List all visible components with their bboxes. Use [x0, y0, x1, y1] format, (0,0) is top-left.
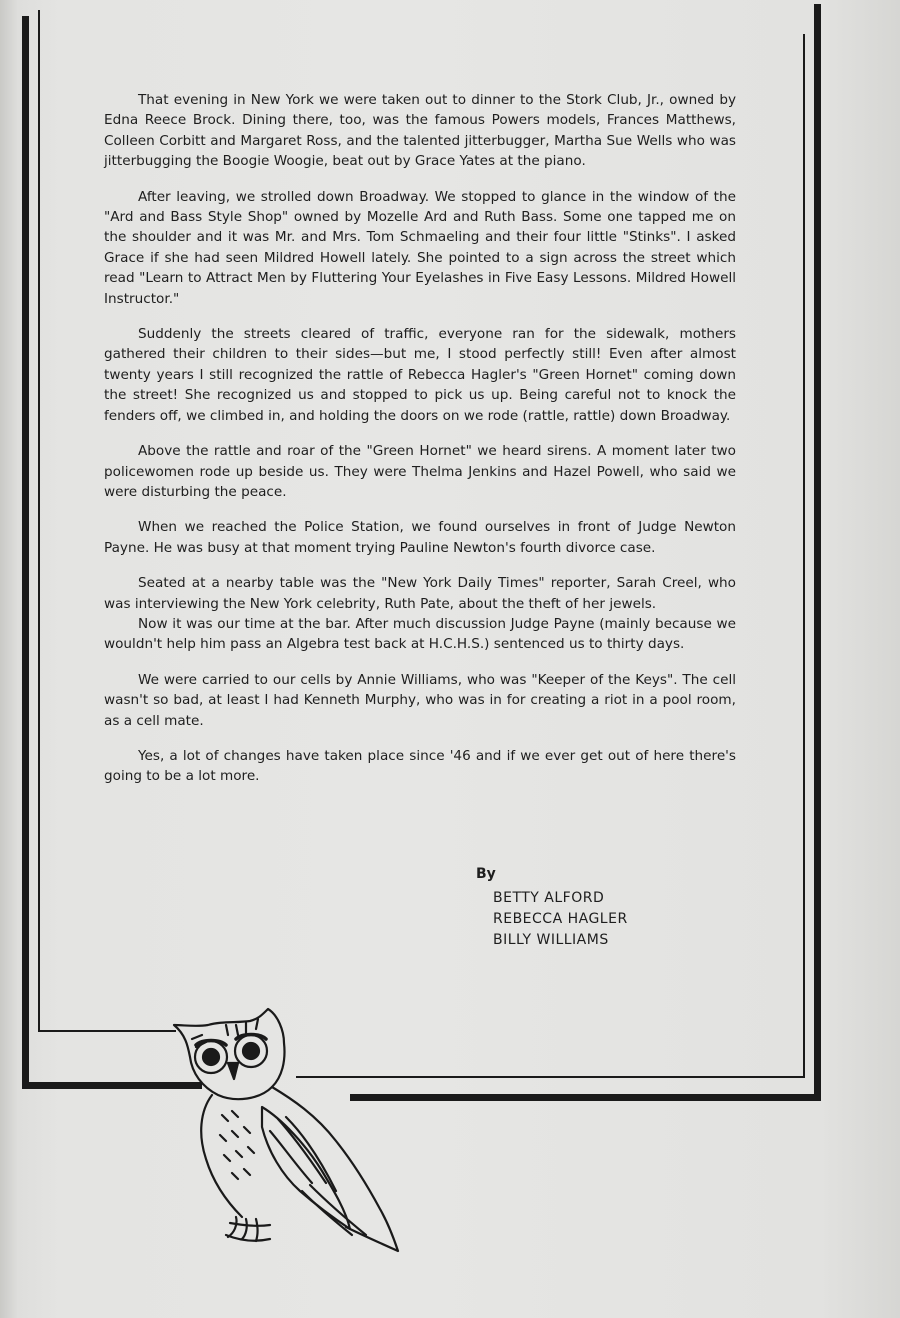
paragraph-green-hornet: Suddenly the streets cleared of traffic, everyone ran for the sidewalk, mothers gathered their children to their sides—but me, I stood perfectly still! Even after almost twenty years I still recognized the rattle of Rebecca Hagler's "Green Hornet" coming down the street! She recognized us and stopped to pick us up. Being careful not to knock the fenders off, we climbed in, and holding the doors on we rode (rattle, rattle) down Broadway. [104, 326, 736, 424]
paragraph-reporter: Seated at a nearby table was the "New York Daily Times" reporter, Sarah Creel, who was interviewing the New York celebrity, Ruth Pate, about the theft of her jewels. [104, 575, 736, 612]
author-name: BILLY WILLIAMS [493, 932, 609, 948]
frame-right-thick-line [814, 4, 821, 1100]
paragraph-broadway: After leaving, we strolled down Broadway. We stopped to glance in the window of the "Ard and Bass Style Shop" owned by Mozelle Ard and Ruth Bass. Some one tapped me on the shoulder and it was Mr. and Mrs. Tom Schmaeling and their four little "Stinks". I asked Grace if she had seen Mildred Howell lately. She pointed to a sign across the street which read "Learn to Attract Men by Fluttering Your Eyelashes in Five Easy Lessons. Mildred Howell Instructor." [104, 188, 736, 307]
frame-left-thick-line [22, 16, 29, 1088]
owl-illustration-icon [166, 995, 406, 1260]
author-name: BETTY ALFORD [493, 890, 605, 906]
byline-label: By [476, 866, 496, 882]
frame-bottom-thick-line-right [350, 1094, 821, 1101]
frame-left-thin-line [38, 10, 40, 1032]
byline [476, 864, 628, 951]
paragraph-cells: We were carried to our cells by Annie Williams, who was "Keeper of the Keys". The cell wasn't so bad, at least I had Kenneth Murphy, who was in for creating a riot in a pool room, as a cell mate. [104, 671, 736, 729]
paragraph-stork-club: That evening in New York we were taken out to dinner to the Stork Club, Jr., owned by Edna Reece Brock. Dining there, too, was the famous Powers models, Frances Matthews, Colleen Corbitt and Margaret Ross, and the talented jitterbugger, Martha Sue Wells who was jitterbugging the Boogie Woogie, beat out by Grace Yates at the piano. [104, 92, 736, 170]
story-text [104, 90, 736, 802]
paragraph-sirens: Above the rattle and roar of the "Green Hornet" we heard sirens. A moment later two policewomen rode up beside us. They were Thelma Jenkins and Hazel Powell, who said we were disturbing the peace. [104, 443, 736, 500]
paragraph-police-station: When we reached the Police Station, we found ourselves in front of Judge Newton Payne. He was busy at that moment trying Pauline Newton's fourth divorce case. [104, 519, 736, 556]
paragraph-sentence: Now it was our time at the bar. After much discussion Judge Payne (mainly because we wouldn't help him pass an Algebra test back at H.C.H.S.) sentenced us to thirty days. [104, 615, 736, 653]
author-name: REBECCA HAGLER [493, 911, 628, 927]
paragraph-changes: Yes, a lot of changes have taken place since '46 and if we ever get out of here there's going to be a lot more. [104, 747, 736, 785]
frame-bottom-thin-line-left [38, 1030, 176, 1032]
frame-right-thin-line [803, 34, 805, 1078]
